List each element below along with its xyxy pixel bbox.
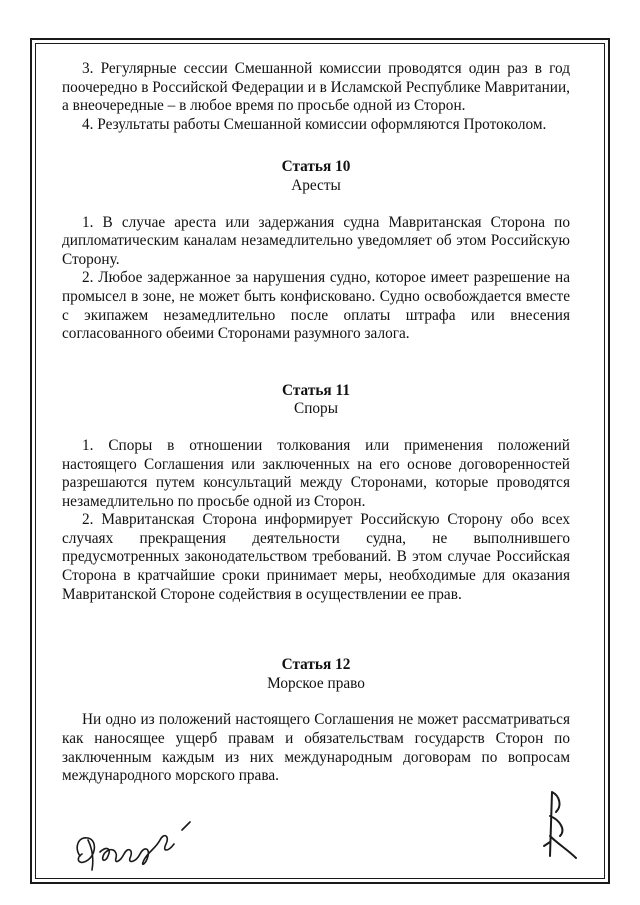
article-12-title: Статья 12 — [281, 656, 351, 674]
article-12 — [62, 656, 570, 693]
article-10-paragraph-2: 2. Любое задержанное за нарушения судно, которое имеет разрешение на промысел в зоне, не может быть конфисковано. Судно освобождается вместе с экипажем незамедлительно после оплаты штрафа или внесения согласованного обеими Сторонами разумного залога. — [62, 269, 570, 343]
article-11-subtitle: Споры — [294, 400, 338, 418]
intro-paragraph-3: 3. Регулярные сессии Смешанной комиссии проводятся один раз в год поочередно в Российской Федерации и в Исламской Республике Мавритании, а внеочередные – в любое время по просьбе одной из Сторон. — [62, 60, 570, 115]
article-11-paragraph-1: 1. Споры в отношении толкования или применения положений настоящего Соглашения или заключенных на его основе договоренностей разрешаются путем консультаций между Сторонами, которые проводятся незамедлительно по просьбе одной из Сторон. — [62, 436, 570, 510]
article-12-paragraph-1: Ни одно из положений настоящего Соглашения не может рассматриваться как наносящее ущерб правам и обязательствам государств Сторон по заключенным каждым из них международным договорам по вопросам международного морского права. — [62, 711, 570, 785]
article-10-paragraph-1: 1. В случае ареста или задержания судна Мавританская Сторона по дипломатическим каналам незамедлительно уведомляет об этом Российскую Сторону. — [62, 213, 570, 268]
article-12-subtitle: Морское право — [267, 674, 365, 692]
article-11 — [62, 382, 570, 419]
article-11-paragraph-2: 2. Мавританская Сторона информирует Российскую Сторону обо всех случаях прекращения деятельности судна, не выполнившего предусмотренных законодательством требований. В этом случае Российская Сторона в кратчайшие сроки принимает меры, необходимые для оказания Мавританской Стороне содействия в осуществлении ее прав. — [62, 511, 570, 603]
signature-left — [70, 818, 220, 880]
article-10 — [62, 158, 570, 195]
intro-paragraph-4: 4. Результаты работы Смешанной комиссии оформляются Протоколом. — [82, 115, 547, 133]
article-10-title: Статья 10 — [281, 158, 351, 176]
document-body — [62, 60, 570, 786]
signature-right — [530, 786, 580, 864]
article-11-title: Статья 11 — [282, 381, 350, 399]
article-10-subtitle: Аресты — [291, 176, 341, 194]
intro-section — [62, 60, 570, 134]
